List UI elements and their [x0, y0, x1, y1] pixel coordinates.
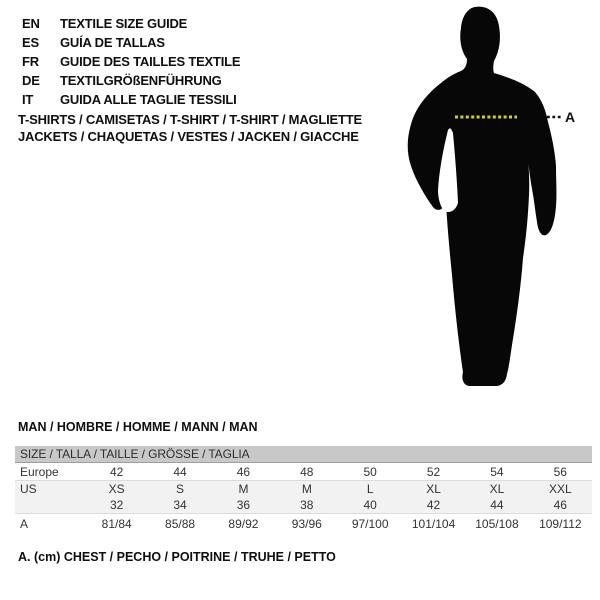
language-text: GUIDA ALLE TAGLIE TESSILI — [60, 92, 237, 107]
table-cell: 105/108 — [475, 516, 519, 531]
row-label: Europe — [20, 464, 59, 479]
language-code: IT — [22, 92, 34, 107]
table-cell: 81/84 — [101, 516, 132, 531]
language-text: TEXTILGRÖßENFÜHRUNG — [60, 73, 222, 88]
table-cell: 42 — [110, 464, 124, 479]
man-silhouette — [408, 7, 557, 386]
table-cell: 93/96 — [291, 516, 322, 531]
language-text: TEXTILE SIZE GUIDE — [60, 16, 188, 31]
language-row — [22, 14, 240, 33]
size-table-header: SIZE / TALLA / TAILLE / GRÖSSE / TAGLIA — [15, 446, 592, 463]
footnote-chest: A. (cm) CHEST / PECHO / POITRINE / TRUHE / PETTO — [18, 550, 336, 564]
row-label: US — [20, 482, 37, 496]
language-list — [22, 14, 240, 109]
table-cell: 109/112 — [539, 516, 582, 531]
table-row-us — [15, 481, 592, 497]
category-jackets: JACKETS / CHAQUETAS / VESTES / JACKEN / GIACCHE — [18, 129, 359, 144]
measurement-label-a: A — [565, 109, 576, 125]
table-cell: 50 — [363, 464, 377, 479]
table-cell: 85/88 — [165, 516, 196, 531]
size-table — [15, 446, 592, 533]
row-label: A — [20, 516, 29, 531]
table-row-numeric — [15, 497, 592, 514]
language-row — [22, 90, 240, 109]
table-cell: 34 — [173, 498, 187, 512]
table-cell: 40 — [363, 498, 377, 512]
table-cell: 44 — [490, 498, 504, 512]
language-code: FR — [22, 54, 39, 69]
table-cell: 48 — [300, 464, 314, 479]
table-cell: 44 — [173, 464, 187, 479]
section-title-man: MAN / HOMBRE / HOMME / MANN / MAN — [18, 420, 258, 434]
table-cell: XL — [489, 482, 505, 496]
language-text: GUIDE DES TAILLES TEXTILE — [60, 54, 241, 69]
table-cell: 38 — [300, 498, 314, 512]
language-row — [22, 33, 240, 52]
table-cell: 97/100 — [351, 516, 389, 531]
table-row-europe — [15, 463, 592, 481]
language-text: GUÍA DE TALLAS — [60, 35, 165, 50]
table-cell: 52 — [426, 464, 441, 479]
language-code: DE — [22, 73, 40, 88]
language-code: ES — [22, 35, 39, 50]
table-cell: 56 — [553, 464, 567, 479]
table-cell: 54 — [490, 464, 504, 479]
table-cell: XL — [426, 482, 441, 496]
language-code: EN — [22, 16, 40, 31]
table-cell: L — [366, 482, 374, 496]
table-cell: 42 — [426, 498, 441, 512]
table-row-chest-a — [15, 514, 592, 533]
table-cell: 101/104 — [411, 516, 456, 531]
table-cell: S — [176, 482, 185, 496]
table-cell: 32 — [110, 498, 124, 512]
language-row — [22, 71, 240, 90]
table-cell: 46 — [236, 464, 251, 479]
table-cell: M — [238, 482, 249, 496]
category-lines — [18, 111, 362, 145]
table-cell: XS — [108, 482, 125, 496]
table-cell: M — [301, 482, 312, 496]
table-cell: 36 — [236, 498, 251, 512]
table-cell: 46 — [553, 498, 567, 512]
language-row — [22, 52, 240, 71]
table-cell: XXL — [548, 482, 572, 496]
man-silhouette-figure — [395, 0, 600, 400]
category-tshirts: T-SHIRTS / CAMISETAS / T-SHIRT / T-SHIRT / MAGLIETTE — [18, 112, 362, 127]
table-cell: 89/92 — [228, 516, 259, 531]
